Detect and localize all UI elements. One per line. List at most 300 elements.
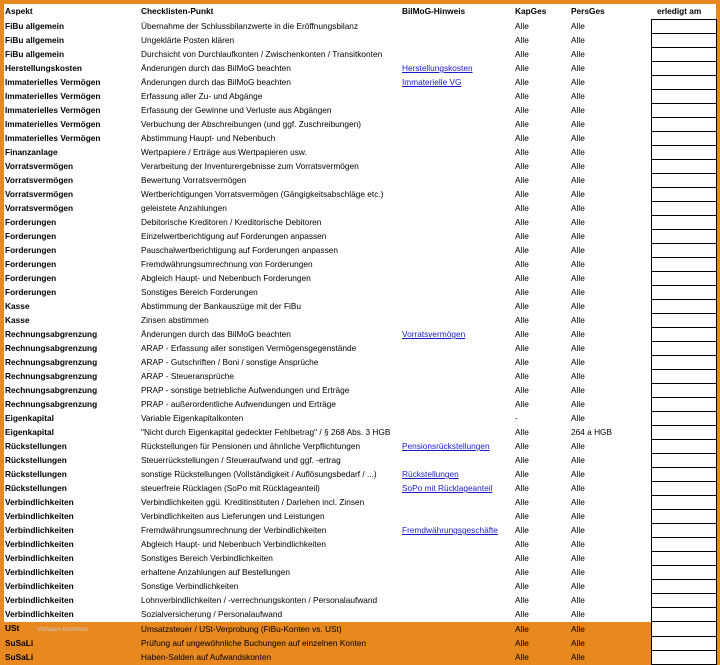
cell-erledigt-am[interactable] (651, 342, 716, 356)
cell-checklisten-punkt: Bewertung Vorratsvermögen (141, 175, 247, 185)
aspekt-text: Kasse (5, 301, 30, 311)
cell-kapges: Alle (515, 511, 529, 521)
cell-aspekt (4, 272, 140, 286)
cell-aspekt (4, 384, 140, 398)
table-row (4, 370, 716, 384)
cell-kapges: Alle (515, 497, 529, 507)
cell-bilmog-hinweis (401, 188, 514, 202)
cell-persges: Alle (571, 567, 585, 577)
cell-erledigt-am[interactable] (651, 160, 716, 174)
cell-bilmog-hinweis (401, 118, 514, 132)
table-row (4, 188, 716, 202)
aspekt-text: FiBu allgemein (5, 35, 65, 45)
cell-aspekt (4, 230, 140, 244)
cell-aspekt (4, 104, 140, 118)
cell-erledigt-am[interactable] (651, 76, 716, 90)
aspekt-text: Forderungen (5, 217, 57, 227)
cell-bilmog-hinweis (401, 398, 514, 412)
cell-bilmog-hinweis (401, 174, 514, 188)
cell-persges: 264 a HGB (571, 427, 613, 437)
cell-kapges: Alle (515, 35, 529, 45)
cell-erledigt-am[interactable] (651, 146, 716, 160)
table-row (4, 62, 716, 76)
cell-kapges: Alle (515, 623, 529, 634)
table-row (4, 651, 716, 665)
cell-checklisten-punkt: Ungeklärte Posten klären (141, 35, 235, 45)
aspekt-text: Verbindlichkeiten (5, 525, 74, 535)
aspekt-text: Verbindlichkeiten (5, 581, 74, 591)
cell-persges: Alle (571, 105, 585, 115)
cell-checklisten-punkt: Sonstiges Bereich Verbindlichkeiten (141, 553, 273, 563)
header-aspekt: Aspekt (5, 6, 33, 17)
cell-checklisten-punkt: Wertpapiere / Erträge aus Wertpapieren usw. (141, 147, 307, 157)
cell-erledigt-am[interactable] (651, 90, 716, 104)
cell-erledigt-am[interactable] (651, 580, 716, 594)
aspekt-text: Forderungen (5, 287, 57, 297)
table-row (4, 384, 716, 398)
cell-kapges: Alle (515, 217, 529, 227)
cell-kapges: Alle (515, 483, 529, 493)
cell-persges: Alle (571, 595, 585, 605)
cell-persges: Alle (571, 455, 585, 465)
cell-aspekt (4, 454, 140, 468)
cell-checklisten-punkt: Lohnverbindlichkeiten / -verrechnungskonten / Personalaufwand (141, 595, 378, 605)
cell-erledigt-am[interactable] (651, 104, 716, 118)
cell-kapges: Alle (515, 385, 529, 395)
cell-erledigt-am[interactable] (651, 300, 716, 314)
header-bilmog-hinweis: BilMoG-Hinweis (402, 6, 466, 17)
cell-erledigt-am[interactable] (651, 426, 716, 440)
cell-aspekt (4, 426, 140, 440)
cell-persges: Alle (571, 231, 585, 241)
header-kapges: KapGes (515, 6, 547, 17)
cell-persges: Alle (571, 525, 585, 535)
cell-persges: Alle (571, 77, 585, 87)
aspekt-text: FiBu allgemein (5, 21, 65, 31)
cell-kapges: Alle (515, 399, 529, 409)
cell-aspekt (4, 34, 140, 48)
cell-persges: Alle (571, 638, 585, 648)
cell-persges: Alle (571, 469, 585, 479)
cell-bilmog-hinweis (401, 34, 514, 48)
cell-persges: Alle (571, 315, 585, 325)
cell-kapges: Alle (515, 119, 529, 129)
table-row (4, 412, 716, 426)
cell-persges: Alle (571, 385, 585, 395)
table-row (4, 48, 716, 62)
cell-aspekt (4, 188, 140, 202)
cell-persges: Alle (571, 413, 585, 423)
cell-erledigt-am[interactable] (651, 328, 716, 342)
aspekt-text: Immaterielles Vermögen (5, 91, 101, 101)
cell-bilmog-hinweis (401, 384, 514, 398)
cell-erledigt-am[interactable] (651, 538, 716, 552)
cell-erledigt-am[interactable] (651, 510, 716, 524)
cell-persges: Alle (571, 203, 585, 213)
table-row (4, 538, 716, 552)
cell-bilmog-hinweis (401, 20, 514, 34)
cell-aspekt (4, 510, 140, 524)
cell-erledigt-am[interactable] (651, 20, 716, 34)
cell-kapges: Alle (515, 21, 529, 31)
cell-persges: Alle (571, 49, 585, 59)
cell-kapges: Alle (515, 91, 529, 101)
cell-persges: Alle (571, 371, 585, 381)
cell-checklisten-punkt: Erfassung der Gewinne und Verluste aus Abgängen (141, 105, 332, 115)
cell-persges: Alle (571, 217, 585, 227)
cell-aspekt (4, 342, 140, 356)
cell-bilmog-hinweis (401, 426, 514, 440)
cell-erledigt-am[interactable] (651, 132, 716, 146)
cell-aspekt (4, 566, 140, 580)
cell-kapges: Alle (515, 245, 529, 255)
table-row (4, 594, 716, 608)
cell-bilmog-hinweis (401, 412, 514, 426)
cell-checklisten-punkt: Erfassung aller Zu- und Abgänge (141, 91, 263, 101)
cell-kapges: Alle (515, 567, 529, 577)
cell-erledigt-am[interactable] (651, 482, 716, 496)
cell-kapges: Alle (515, 455, 529, 465)
cell-aspekt (4, 580, 140, 594)
table-row (4, 258, 716, 272)
cell-persges: Alle (571, 301, 585, 311)
cell-bilmog-hinweis (401, 496, 514, 510)
cell-aspekt (4, 258, 140, 272)
bilmog-hinweis-link[interactable]: Fremdwährungsgeschäfte (402, 525, 498, 535)
cell-kapges: Alle (515, 231, 529, 241)
cell-aspekt (4, 48, 140, 62)
cell-erledigt-am[interactable] (651, 370, 716, 384)
table-row (4, 608, 716, 622)
cell-bilmog-hinweis (401, 230, 514, 244)
aspekt-text: Verbindlichkeiten (5, 609, 74, 619)
cell-erledigt-am[interactable] (651, 286, 716, 300)
cell-bilmog-hinweis (401, 258, 514, 272)
cell-erledigt-am[interactable] (651, 412, 716, 426)
cell-aspekt (4, 160, 140, 174)
cell-checklisten-punkt: Verbuchung der Abschreibungen (und ggf. Zuschreibungen) (141, 119, 362, 129)
cell-erledigt-am[interactable] (651, 230, 716, 244)
table-row (4, 426, 716, 440)
bilmog-hinweis-link[interactable]: Vorratsvermögen (402, 329, 466, 339)
cell-persges: Alle (571, 189, 585, 199)
cell-checklisten-punkt: Fremdwährungsumrechnung der Verbindlichkeiten (141, 525, 327, 535)
aspekt-text: Verbindlichkeiten (5, 553, 74, 563)
cell-erledigt-am[interactable] (651, 34, 716, 48)
cell-checklisten-punkt: ARAP - Steueransprüche (141, 371, 235, 381)
cell-persges: Alle (571, 161, 585, 171)
header-row (4, 4, 716, 20)
cell-bilmog-hinweis (401, 622, 514, 637)
cell-persges: Alle (571, 511, 585, 521)
cell-persges: Alle (571, 343, 585, 353)
cell-erledigt-am[interactable] (651, 454, 716, 468)
cell-erledigt-am[interactable] (651, 356, 716, 370)
table-row (4, 356, 716, 370)
cell-aspekt (4, 132, 140, 146)
aspekt-text: Rückstellungen (5, 441, 67, 451)
cell-erledigt-am[interactable] (651, 62, 716, 76)
cell-persges: Alle (571, 259, 585, 269)
table-row (4, 118, 716, 132)
aspekt-text: Rückstellungen (5, 483, 67, 493)
cell-erledigt-am[interactable] (651, 174, 716, 188)
cell-kapges: Alle (515, 259, 529, 269)
cell-persges: Alle (571, 441, 585, 451)
cell-kapges: Alle (515, 638, 529, 648)
cell-persges: Alle (571, 133, 585, 143)
cell-checklisten-punkt: Prüfung auf ungewöhnliche Buchungen auf einzelnen Konten (141, 638, 367, 648)
cell-aspekt (4, 314, 140, 328)
aspekt-text: Rechnungsabgrenzung (5, 371, 98, 381)
cell-bilmog-hinweis (401, 454, 514, 468)
cell-checklisten-punkt: Verbindlichkeiten aus Lieferungen und Leistungen (141, 511, 325, 521)
cell-bilmog-hinweis (401, 328, 514, 342)
cell-checklisten-punkt: ARAP - Erfassung aller sonstigen Vermögensgegenstände (141, 343, 357, 353)
cell-aspekt (4, 482, 140, 496)
cell-kapges: Alle (515, 273, 529, 283)
table-row (4, 314, 716, 328)
cell-persges: Alle (571, 35, 585, 45)
aspekt-text: Eigenkapital (5, 427, 54, 437)
aspekt-text: Forderungen (5, 245, 57, 255)
cell-erledigt-am[interactable] (651, 468, 716, 482)
cell-kapges: Alle (515, 77, 529, 87)
cell-persges: Alle (571, 581, 585, 591)
cell-kapges: Alle (515, 49, 529, 59)
cell-bilmog-hinweis (401, 510, 514, 524)
cell-bilmog-hinweis (401, 286, 514, 300)
cell-checklisten-punkt: Übernahme der Schlussbilanzwerte in die Eröffnungsbilanz (141, 21, 359, 31)
cell-erledigt-am[interactable] (651, 272, 716, 286)
cell-checklisten-punkt: Haben-Salden auf Aufwandskonten (141, 652, 272, 662)
cell-kapges: Alle (515, 553, 529, 563)
cell-aspekt (4, 524, 140, 538)
cell-aspekt (4, 328, 140, 342)
watermark-text: Vorlagen kostenlos (37, 626, 88, 633)
cell-bilmog-hinweis (401, 48, 514, 62)
cell-bilmog-hinweis (401, 524, 514, 538)
cell-checklisten-punkt: Zinsen abstimmen (141, 315, 209, 325)
cell-persges: Alle (571, 119, 585, 129)
cell-checklisten-punkt: steuerfreie Rücklagen (SoPo mit Rücklageanteil) (141, 483, 320, 493)
aspekt-text: Vorratsvermögen (5, 189, 74, 199)
cell-aspekt (4, 174, 140, 188)
cell-bilmog-hinweis (401, 637, 514, 651)
aspekt-text: Herstellungskosten (5, 63, 82, 73)
cell-erledigt-am[interactable] (651, 48, 716, 62)
cell-kapges: Alle (515, 609, 529, 619)
table-row (4, 76, 716, 90)
cell-bilmog-hinweis (401, 552, 514, 566)
aspekt-text: Verbindlichkeiten (5, 497, 74, 507)
aspekt-text: Immaterielles Vermögen (5, 133, 101, 143)
table-row (4, 566, 716, 580)
cell-erledigt-am[interactable] (651, 594, 716, 608)
cell-bilmog-hinweis (401, 272, 514, 286)
bilmog-hinweis-link[interactable]: SoPo mit Rücklageanteil (402, 483, 493, 493)
cell-bilmog-hinweis (401, 370, 514, 384)
cell-erledigt-am[interactable] (651, 188, 716, 202)
cell-checklisten-punkt: "Nicht durch Eigenkapital gedeckter Fehlbetrag" / § 268 Abs. 3 HGB (141, 427, 391, 437)
cell-persges: Alle (571, 175, 585, 185)
cell-aspekt (4, 412, 140, 426)
cell-aspekt (4, 76, 140, 90)
cell-aspekt (4, 146, 140, 160)
cell-erledigt-am[interactable] (651, 118, 716, 132)
cell-checklisten-punkt: Abgleich Haupt- und Nebenbuch Verbindlichkeiten (141, 539, 326, 549)
table-row (4, 454, 716, 468)
cell-kapges: Alle (515, 133, 529, 143)
cell-checklisten-punkt: Abgleich Haupt- und Nebenbuch Forderungen (141, 273, 311, 283)
cell-checklisten-punkt: Umsatzsteuer / USt-Verprobung (FiBu-Konten vs. USt) (141, 623, 342, 634)
cell-kapges: Alle (515, 469, 529, 479)
cell-aspekt (4, 608, 140, 622)
table-row (4, 160, 716, 174)
cell-erledigt-am[interactable] (651, 651, 716, 665)
cell-bilmog-hinweis (401, 538, 514, 552)
cell-bilmog-hinweis (401, 608, 514, 622)
cell-persges: Alle (571, 652, 585, 662)
aspekt-text: Forderungen (5, 231, 57, 241)
cell-erledigt-am[interactable] (651, 202, 716, 216)
cell-bilmog-hinweis (401, 76, 514, 90)
cell-erledigt-am[interactable] (651, 216, 716, 230)
table-body (4, 20, 716, 665)
cell-bilmog-hinweis (401, 90, 514, 104)
cell-kapges: Alle (515, 343, 529, 353)
cell-kapges: Alle (515, 371, 529, 381)
table-row (4, 146, 716, 160)
bilmog-hinweis-link[interactable]: Herstellungskosten (402, 63, 473, 73)
cell-kapges: Alle (515, 329, 529, 339)
cell-erledigt-am[interactable] (651, 496, 716, 510)
cell-erledigt-am[interactable] (651, 384, 716, 398)
cell-bilmog-hinweis (401, 356, 514, 370)
cell-checklisten-punkt: Wertberichtigungen Vorratsvermögen (Gängigkeitsabschläge etc.) (141, 189, 384, 199)
bilmog-hinweis-link[interactable]: Pensionsrückstellungen (402, 441, 490, 451)
cell-checklisten-punkt: Änderungen durch das BilMoG beachten (141, 63, 291, 73)
cell-persges: Alle (571, 329, 585, 339)
table-row (4, 230, 716, 244)
cell-kapges: Alle (515, 63, 529, 73)
aspekt-text: Kasse (5, 315, 30, 325)
cell-erledigt-am[interactable] (651, 398, 716, 412)
cell-checklisten-punkt: Durchsicht von Durchlaufkonten / Zwischenkonten / Transitkonten (141, 49, 383, 59)
cell-kapges: Alle (515, 161, 529, 171)
cell-bilmog-hinweis (401, 594, 514, 608)
cell-persges: Alle (571, 609, 585, 619)
table-row (4, 272, 716, 286)
cell-erledigt-am[interactable] (651, 566, 716, 580)
aspekt-text: Forderungen (5, 259, 57, 269)
cell-erledigt-am[interactable] (651, 637, 716, 651)
cell-checklisten-punkt: Sonstige Verbindlichkeiten (141, 581, 239, 591)
table-row (4, 90, 716, 104)
checklist-table (4, 4, 717, 665)
cell-bilmog-hinweis (401, 482, 514, 496)
aspekt-text: Immaterielles Vermögen (5, 77, 101, 87)
cell-erledigt-am[interactable] (651, 244, 716, 258)
cell-checklisten-punkt: sonstige Rückstellungen (Vollständigkeit / Auflösungsbedarf / ...) (141, 469, 377, 479)
cell-checklisten-punkt: Rückstellungen für Pensionen und ähnliche Verpflichtungen (141, 441, 361, 451)
cell-bilmog-hinweis (401, 160, 514, 174)
cell-checklisten-punkt: Verarbeitung der Inventurergebnisse zum Vorratsvermögen (141, 161, 359, 171)
cell-checklisten-punkt: Sozialversicherung / Personalaufwand (141, 609, 283, 619)
table-row (4, 174, 716, 188)
aspekt-text: Rechnungsabgrenzung (5, 385, 98, 395)
cell-erledigt-am[interactable] (651, 314, 716, 328)
cell-persges: Alle (571, 497, 585, 507)
cell-kapges: Alle (515, 652, 529, 662)
cell-bilmog-hinweis (401, 216, 514, 230)
cell-kapges: Alle (515, 175, 529, 185)
cell-bilmog-hinweis (401, 342, 514, 356)
cell-checklisten-punkt: Einzelwertberichtigung auf Forderungen anpassen (141, 231, 327, 241)
aspekt-text: USt (5, 622, 20, 633)
bilmog-hinweis-link[interactable]: Rückstellungen (402, 469, 459, 479)
cell-aspekt (4, 637, 140, 651)
aspekt-text: Immaterielles Vermögen (5, 119, 101, 129)
cell-checklisten-punkt: Pauschalwertberichtigung auf Forderungen anpassen (141, 245, 338, 255)
cell-kapges: Alle (515, 315, 529, 325)
cell-erledigt-am[interactable] (651, 258, 716, 272)
cell-aspekt (4, 496, 140, 510)
aspekt-text: Forderungen (5, 273, 57, 283)
cell-kapges: - (515, 413, 518, 423)
bilmog-hinweis-link[interactable]: Immaterielle VG (402, 77, 462, 87)
table-row (4, 216, 716, 230)
cell-kapges: Alle (515, 357, 529, 367)
cell-bilmog-hinweis (401, 300, 514, 314)
table-row (4, 342, 716, 356)
cell-kapges: Alle (515, 189, 529, 199)
cell-aspekt (4, 300, 140, 314)
cell-persges: Alle (571, 273, 585, 283)
aspekt-text: Rückstellungen (5, 455, 67, 465)
aspekt-text: FiBu allgemein (5, 49, 65, 59)
aspekt-text: Immaterielles Vermögen (5, 105, 101, 115)
cell-erledigt-am[interactable] (651, 622, 716, 637)
cell-erledigt-am[interactable] (651, 524, 716, 538)
cell-kapges: Alle (515, 301, 529, 311)
cell-bilmog-hinweis (401, 651, 514, 665)
table-row (4, 496, 716, 510)
cell-persges: Alle (571, 539, 585, 549)
table-row (4, 524, 716, 538)
table-row (4, 104, 716, 118)
cell-erledigt-am[interactable] (651, 608, 716, 622)
cell-bilmog-hinweis (401, 146, 514, 160)
cell-checklisten-punkt: Änderungen durch das BilMoG beachten (141, 77, 291, 87)
cell-bilmog-hinweis (401, 244, 514, 258)
cell-erledigt-am[interactable] (651, 552, 716, 566)
table-row (4, 482, 716, 496)
cell-erledigt-am[interactable] (651, 440, 716, 454)
cell-bilmog-hinweis (401, 202, 514, 216)
cell-kapges: Alle (515, 147, 529, 157)
cell-persges: Alle (571, 21, 585, 31)
cell-kapges: Alle (515, 203, 529, 213)
cell-persges: Alle (571, 245, 585, 255)
cell-checklisten-punkt: Verbindlichkeiten ggü. Kreditinstituten / Darlehen incl. Zinsen (141, 497, 365, 507)
table-row (4, 132, 716, 146)
cell-aspekt (4, 651, 140, 665)
aspekt-text: Eigenkapital (5, 413, 54, 423)
table-row (4, 552, 716, 566)
aspekt-text: Rechnungsabgrenzung (5, 357, 98, 367)
header-persges: PersGes (571, 6, 605, 17)
